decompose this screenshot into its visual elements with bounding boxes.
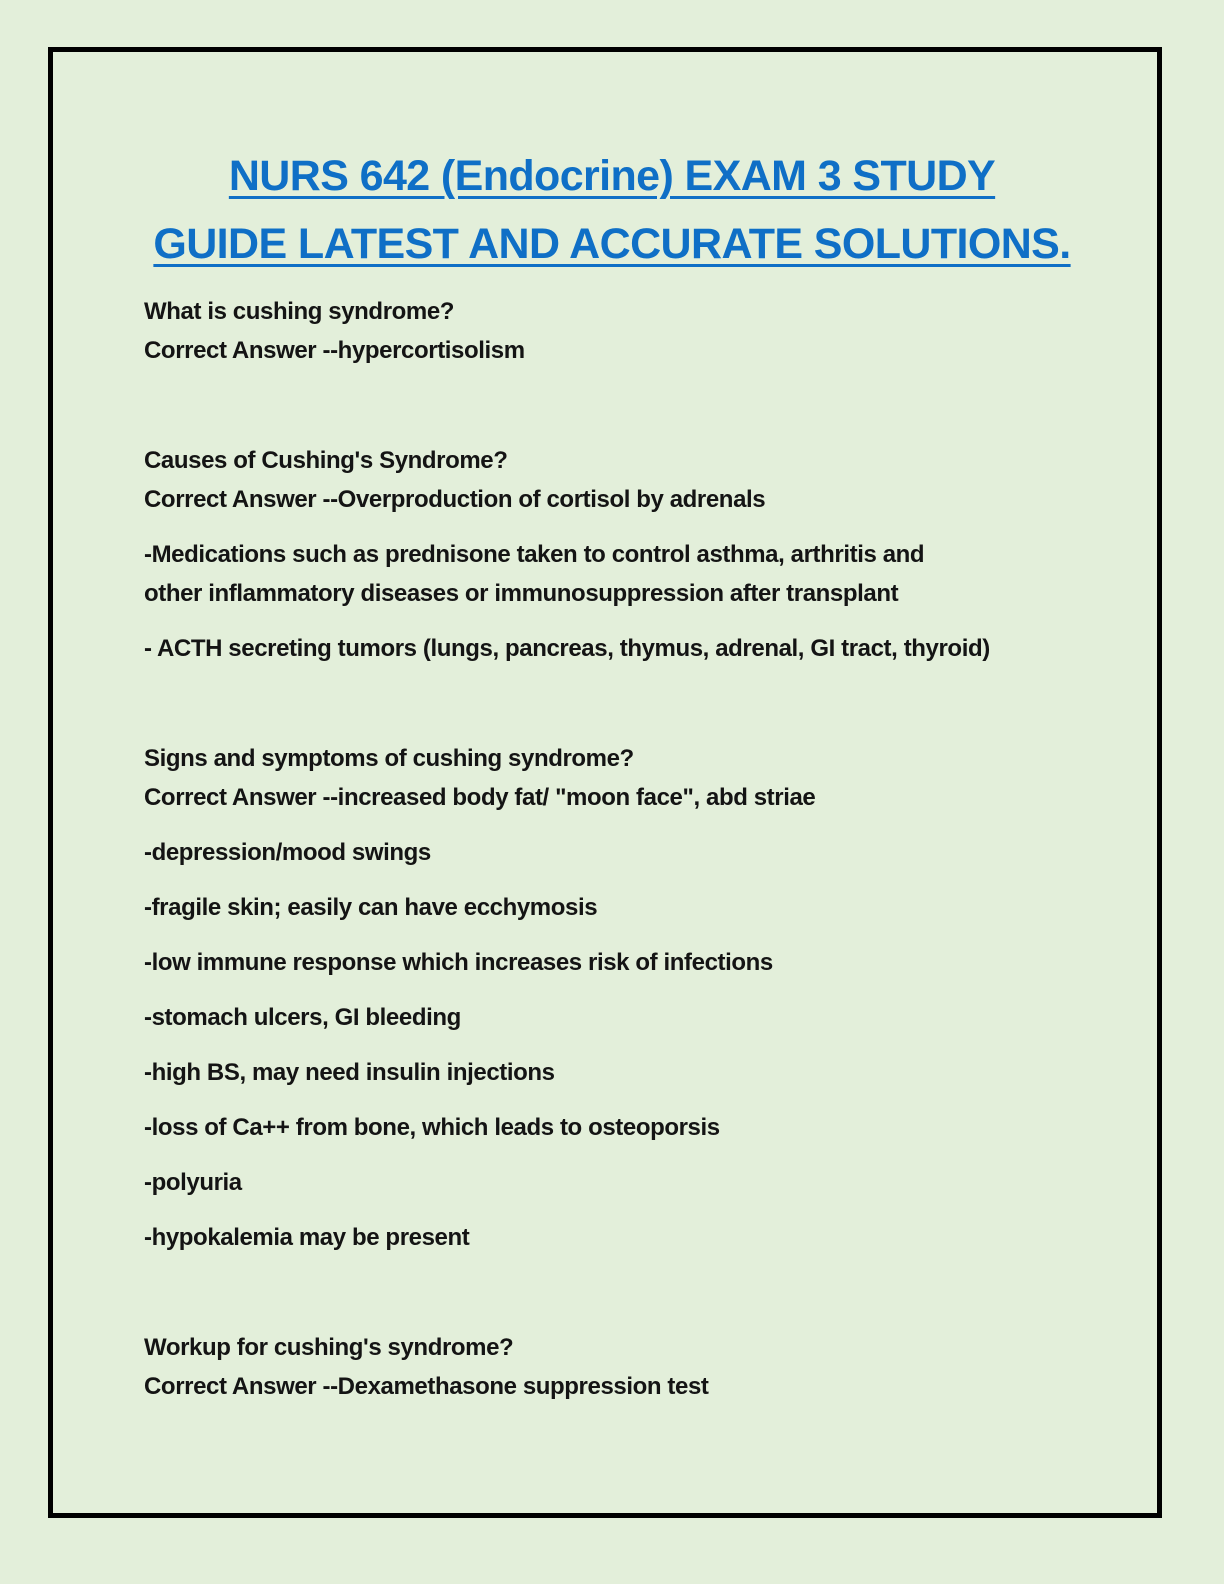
question-3: Signs and symptoms of cushing syndrome? <box>144 745 634 772</box>
title-line-1: NURS 642 (Endocrine) EXAM 3 STUDY <box>228 152 996 200</box>
answer-2-detail: - ACTH secreting tumors (lungs, pancreas, thymus, adrenal, GI tract, thyroid) <box>144 635 990 662</box>
answer-3-detail: -polyuria <box>144 1169 242 1196</box>
document-title <box>80 142 1144 278</box>
answer-3-detail: -high BS, may need insulin injections <box>144 1059 555 1086</box>
answer-3-detail: -hypokalemia may be present <box>144 1224 470 1251</box>
question-1: What is cushing syndrome? <box>144 298 455 325</box>
answer-3-detail: -fragile skin; easily can have ecchymosis <box>144 894 598 921</box>
answer-3-detail: -stomach ulcers, GI bleeding <box>144 1004 461 1031</box>
answer-2-detail: other inflammatory diseases or immunosuppression after transplant <box>144 580 899 607</box>
answer-2-detail: -Medications such as prednisone taken to control asthma, arthritis and <box>144 541 925 568</box>
question-4: Workup for cushing's syndrome? <box>144 1334 514 1361</box>
title-line-2: GUIDE LATEST AND ACCURATE SOLUTIONS. <box>153 220 1071 268</box>
answer-3: Correct Answer --increased body fat/ "moon face", abd striae <box>144 784 816 811</box>
answer-3-detail: -low immune response which increases risk of infections <box>144 949 773 976</box>
question-2: Causes of Cushing's Syndrome? <box>144 447 508 474</box>
answer-4: Correct Answer --Dexamethasone suppression test <box>144 1373 709 1400</box>
answer-3-detail: -depression/mood swings <box>144 839 431 866</box>
answer-2: Correct Answer --Overproduction of cortisol by adrenals <box>144 486 766 513</box>
answer-3-detail: -loss of Ca++ from bone, which leads to osteoporsis <box>144 1114 720 1141</box>
answer-1: Correct Answer --hypercortisolism <box>144 337 525 364</box>
